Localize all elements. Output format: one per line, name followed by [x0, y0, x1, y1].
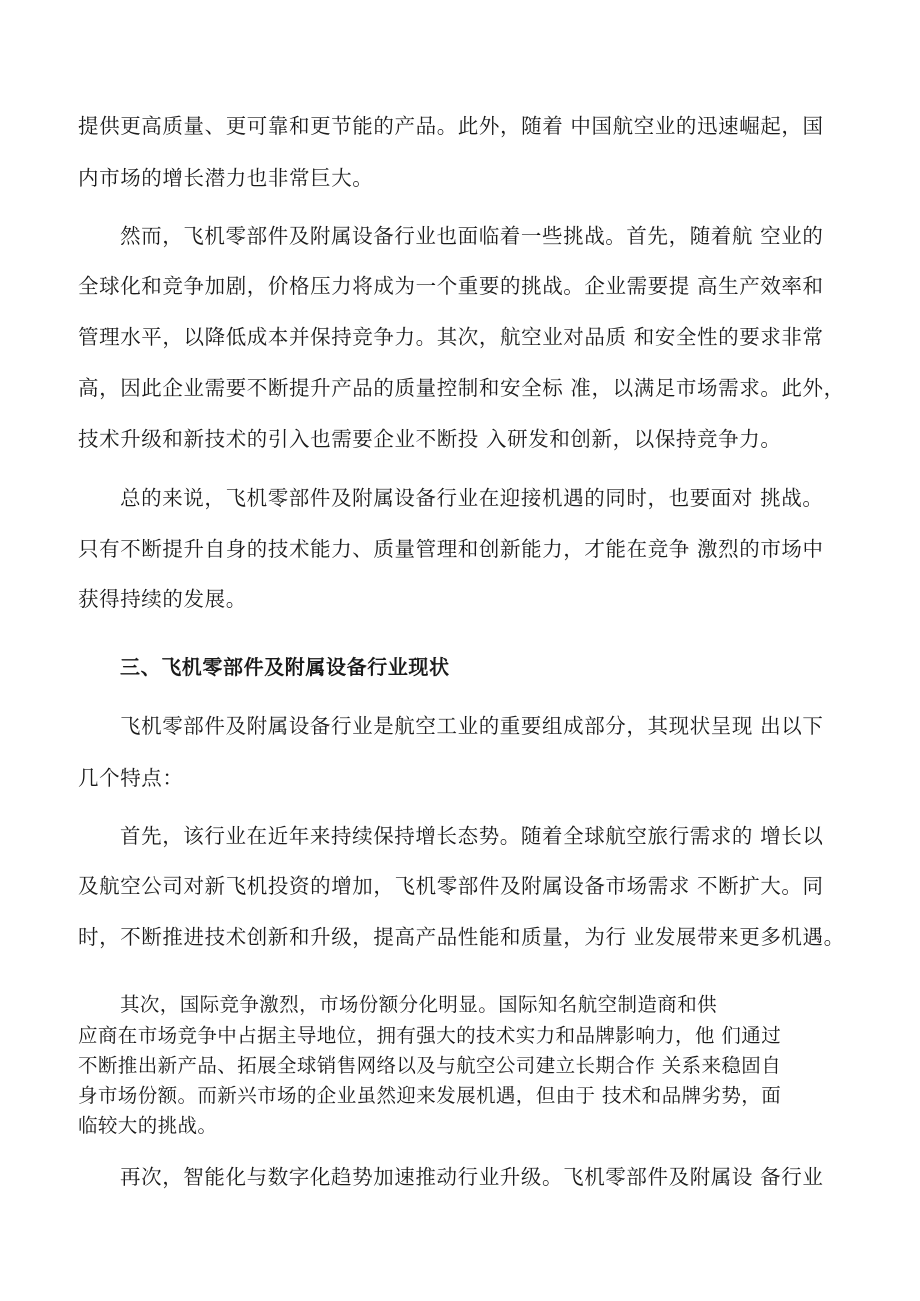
paragraph-line: 及航空公司对新飞机投资的增加，飞机零部件及附属设备市场需求 不断扩大。同 — [78, 874, 824, 898]
paragraph-line: 身市场份额。而新兴市场的企业虽然迎来发展机遇，但由于 技术和品牌劣势，面 — [78, 1084, 782, 1107]
paragraph-line: 飞机零部件及附属设备行业是航空工业的重要组成部分，其现状呈现 出以下 — [120, 714, 824, 738]
paragraph-line: 技术升级和新技术的引入也需要企业不断投 入研发和创新，以保持竞争力。 — [78, 427, 782, 451]
paragraph-line: 临较大的挑战。 — [78, 1114, 218, 1137]
paragraph-line: 首先，该行业在近年来持续保持增长态势。随着全球航空旅行需求的 增长以 — [120, 824, 824, 848]
paragraph-line: 管理水平，以降低成本并保持竞争力。其次，航空业对品质 和安全性的要求非常 — [78, 325, 824, 349]
paragraph-line: 时，不断推进技术创新和升级，提高产品性能和质量，为行 业发展带来更多机遇。 — [78, 925, 845, 949]
paragraph-line: 获得持续的发展。 — [78, 587, 247, 611]
paragraph-line: 全球化和竞争加剧，价格压力将成为一个重要的挑战。企业需要提 高生产效率和 — [78, 274, 824, 298]
paragraph-line: 应商在市场竞争中占据主导地位，拥有强大的技术实力和品牌影响力，他 们通过 — [78, 1024, 782, 1047]
paragraph-line: 只有不断提升自身的技术能力、质量管理和创新能力，才能在竞争 激烈的市场中 — [78, 537, 824, 561]
paragraph-line: 然而，飞机零部件及附属设备行业也面临着一些挑战。首先，随着航 空业的 — [120, 224, 824, 248]
paragraph-line: 提供更高质量、更可靠和更节能的产品。此外，随着 中国航空业的迅速崛起，国 — [78, 114, 824, 138]
paragraph-line: 不断推出新产品、拓展全球销售网络以及与航空公司建立长期合作 关系来稳固自 — [78, 1054, 782, 1077]
paragraph-line: 高，因此企业需要不断提升产品的质量控制和安全标 准，以满足市场需求。此外， — [78, 376, 845, 400]
paragraph-line: 总的来说，飞机零部件及附属设备行业在迎接机遇的同时，也要面对 挑战。 — [120, 486, 824, 510]
paragraph-line: 内市场的增长潜力也非常巨大。 — [78, 166, 374, 190]
paragraph-line: 其次，国际竞争激烈，市场份额分化明显。国际知名航空制造商和供 — [120, 993, 718, 1016]
section-heading: 三、飞机零部件及附属设备行业现状 — [120, 655, 450, 679]
paragraph-line: 几个特点： — [78, 766, 184, 790]
paragraph-line: 再次，智能化与数字化趋势加速推动行业升级。飞机零部件及附属设 备行业 — [120, 1165, 824, 1189]
